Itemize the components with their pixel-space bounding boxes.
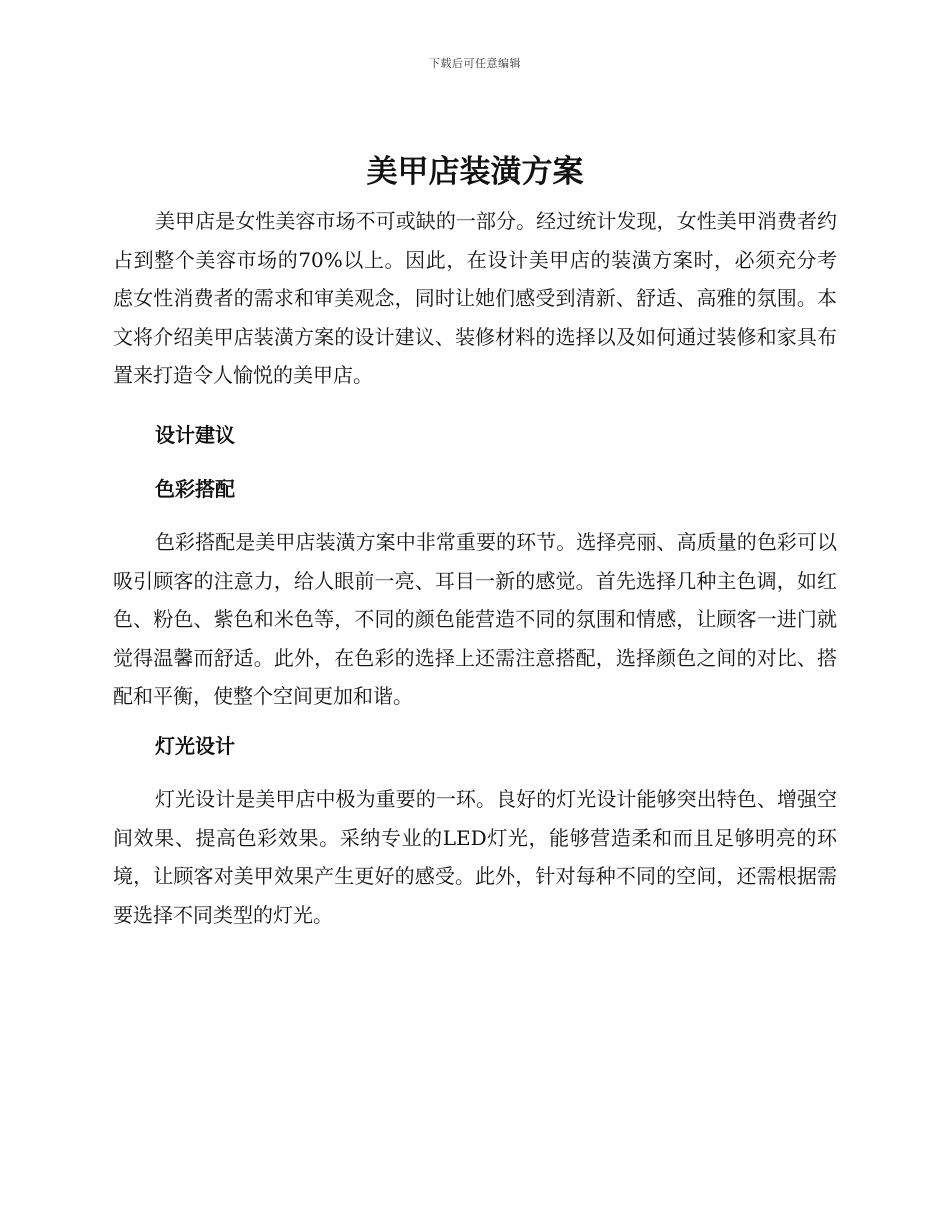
intro-paragraph: 美甲店是女性美容市场不可或缺的一部分。经过统计发现，女性美甲消费者约占到整个美容市场的70%以上。因此，在设计美甲店的装潢方案时，必须充分考虑女性消费者的需求和审美观念，同时让她们感受到清新、舒适、高雅的氛围。本文将介绍美甲店装潢方案的设计建议、装修材料的选择以及如何通过装修和家具布置来打造令人愉悦的美甲店。 [113, 209, 837, 388]
page-header-note: 下载后可任意编辑 [429, 57, 521, 70]
lighting-paragraph: 灯光设计是美甲店中极为重要的一环。良好的灯光设计能够突出特色、增强空间效果、提高色彩效果。采纳专业的LED灯光，能够营造柔和而且足够明亮的环境，让顾客对美甲效果产生更好的感受。此外，针对每种不同的空间，还需根据需要选择不同类型的灯光。 [113, 786, 837, 927]
document-body [113, 202, 837, 934]
heading-design-suggestions: 设计建议 [155, 422, 235, 447]
heading-color-matching: 色彩搭配 [155, 476, 235, 501]
heading-lighting-design: 灯光设计 [155, 733, 235, 758]
document-title: 美甲店装潢方案 [366, 154, 584, 190]
color-paragraph: 色彩搭配是美甲店装潢方案中非常重要的环节。选择亮丽、高质量的色彩可以吸引顾客的注意力，给人眼前一亮、耳目一新的感觉。首先选择几种主色调，如红色、粉色、紫色和米色等，不同的颜色能营造不同的氛围和情感，让顾客一进门就觉得温馨而舒适。此外，在色彩的选择上还需注意搭配，选择颜色之间的对比、搭配和平衡，使整个空间更加和谐。 [113, 529, 837, 709]
